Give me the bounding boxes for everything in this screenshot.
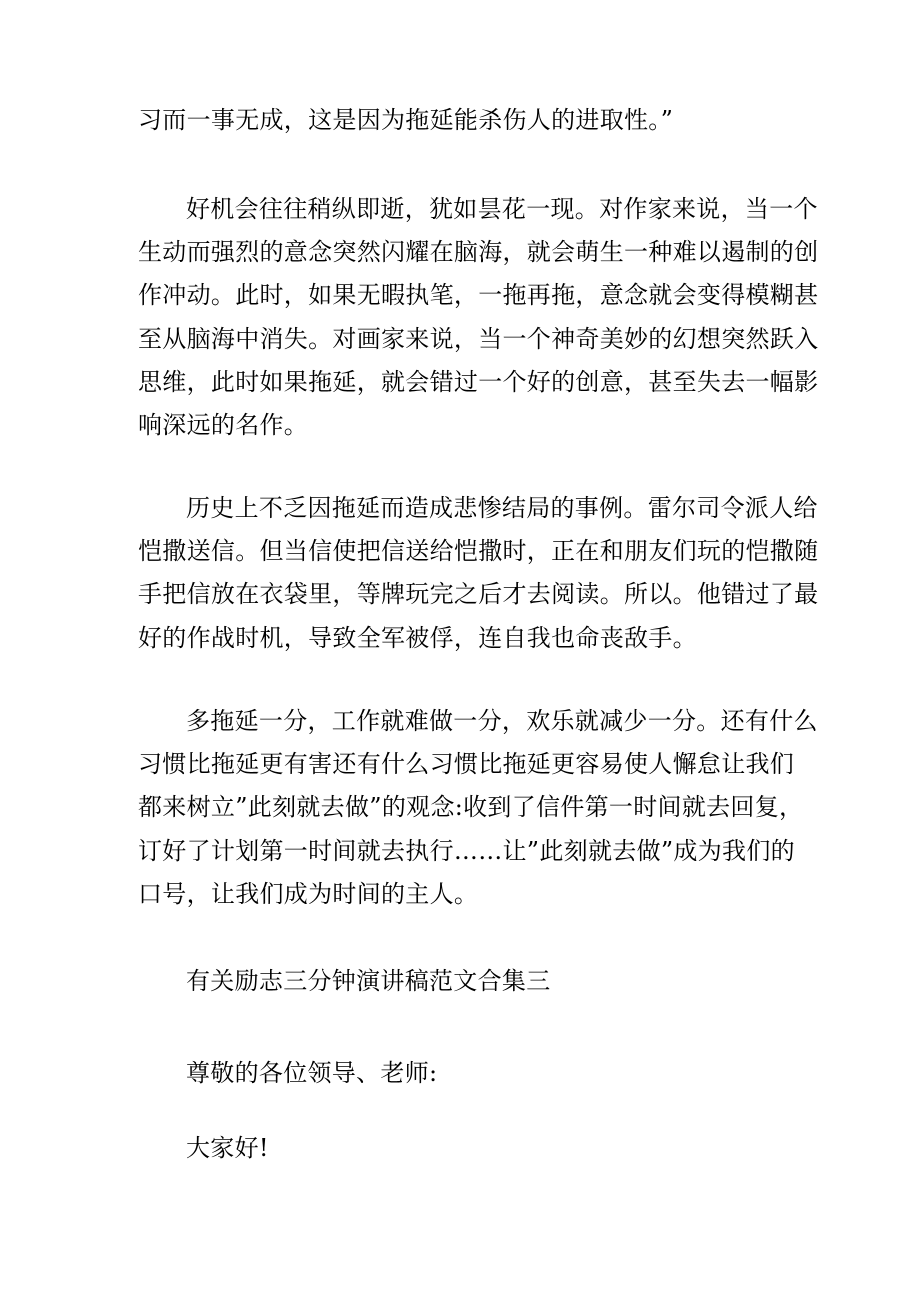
paragraph-4 [138,700,818,916]
paragraph-line: 多拖延一分，工作就难做一分，欢乐就减少一分。还有什么 [186,707,818,735]
paragraph-line: 作冲动。此时，如果无暇执笔，一拖再拖，意念就会变得模糊甚 [138,281,819,310]
paragraph-line: 口号，让我们成为时间的主人。 [138,879,479,908]
paragraph-line: 至从脑海中消失。对画家来说，当一个神奇美妙的幻想突然跃入 [138,324,819,353]
paragraph-line: 思维，此时如果拖延，就会错过一个好的创意，甚至失去一幅影 [138,367,819,396]
paragraph-line: 好的作战时机，导致全军被俘，连自我也命丧敌手。 [138,623,697,652]
paragraph-line: 手把信放在衣袋里，等牌玩完之后才去阅读。所以。他错过了最 [138,580,819,609]
paragraph-line: 习而一事无成，这是因为拖延能杀伤人的进取性。” [138,106,674,134]
paragraph-line: 习惯比拖延更有害还有什么习惯比拖延更容易使人懈怠让我们 [138,750,795,779]
salutation: 尊敬的各位领导、老师: [186,1059,438,1087]
section-heading: 有关励志三分钟演讲稿范文合集三 [186,967,551,995]
paragraph-line: 生动而强烈的意念突然闪耀在脑海，就会萌生一种难以遏制的创 [138,238,819,267]
paragraph-1 [138,99,798,142]
paragraph-line: 好机会往往稍纵即逝，犹如昙花一现。对作家来说，当一个 [186,195,818,223]
paragraph-3 [138,487,819,660]
greeting: 大家好! [186,1134,269,1162]
paragraph-line: 都来树立”此刻就去做”的观念:收到了信件第一时间就去回复， [138,793,804,822]
paragraph-line: 恺撒送信。但当信使把信送给恺撒时，正在和朋友们玩的恺撒随 [138,537,819,566]
paragraph-2 [138,188,819,447]
paragraph-line: 历史上不乏因拖延而造成悲惨结局的事例。雷尔司令派人给 [186,494,818,522]
paragraph-line: 订好了计划第一时间就去执行……让”此刻就去做”成为我们的 [138,836,795,865]
paragraph-line: 响深远的名作。 [138,411,309,440]
